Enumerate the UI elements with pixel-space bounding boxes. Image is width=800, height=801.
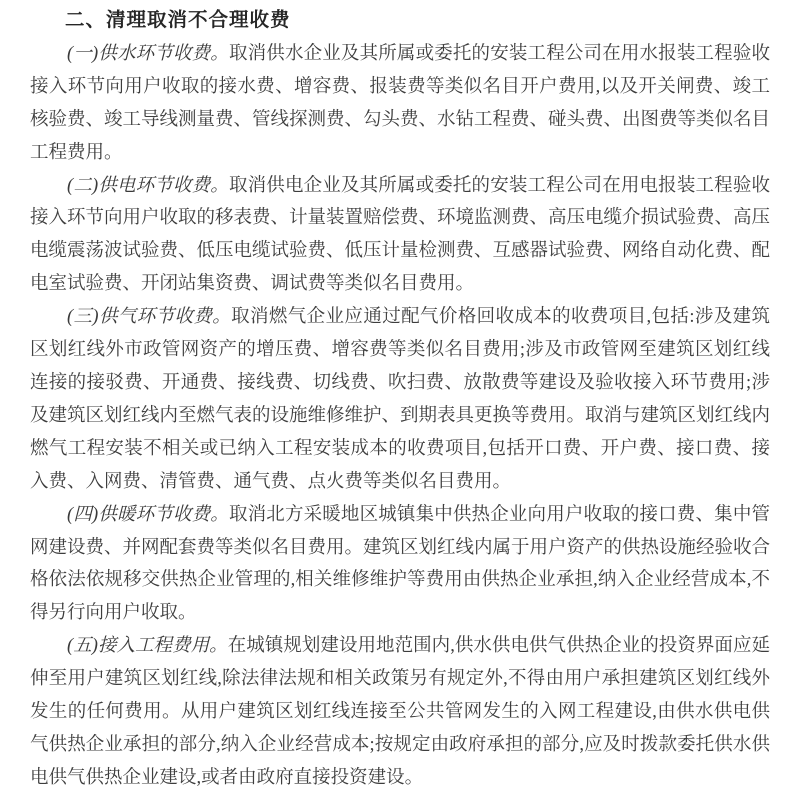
paragraph-body: 取消北方采暖地区城镇集中供热企业向用户收取的接口费、集中管网建设费、并网配套费等类似名目费用。建筑区划红线内属于用户资产的供热设施经验收合格依法依规移交供热企业管理的,相关维修维护等费用由供热企业承担,纳入企业经营成本,不得另行向用户收取。	[30, 504, 771, 624]
paragraph-heating-fees	[30, 499, 770, 631]
paragraph-head: (二)供电环节收费。	[67, 175, 229, 196]
paragraph-head: (一)供水环节收费。	[67, 43, 229, 64]
paragraph-body: 在城镇规划建设用地范围内,供水供电供气供热企业的投资界面应延伸至用户建筑区划红线,除法律法规和相关政策另有规定外,不得由用户承担建筑区划红线外发生的任何费用。从用户建筑区划红线连接至公共管网发生的入网工程建设,由供水供电供气供热企业承担的部分,纳入企业经营成本;按规定由政府承担的部分,应及时拨款委托供水供电供气供热企业建设,或者由政府直接投资建设。	[30, 636, 770, 788]
paragraph-gas-fees	[30, 301, 770, 498]
paragraph-body: 取消供水企业及其所属或委托的安装工程公司在用水报装工程验收接入环节向用户收取的接水费、增容费、报装费等类似名目开户费用,以及开关闸费、竣工核验费、竣工导线测量费、管线探测费、勾头费、水钻工程费、碰头费、出图费等类似名目工程费用。	[30, 43, 771, 163]
paragraph-head: (五)接入工程费用。	[67, 636, 228, 657]
paragraph-connection-project-fees	[30, 630, 770, 795]
paragraph-body: 取消燃气企业应通过配气价格回收成本的收费项目,包括:涉及建筑区划红线外市政管网资产的增压费、增容费等类似名目费用;涉及市政管网至建筑区划红线连接的接驳费、开通费、接线费、切线费、吹扫费、放散费等建设及验收接入环节费用;涉及建筑区划红线内至燃气表的设施维修维护、到期表具更换等费用。取消与建筑区划红线内燃气工程安装不相关或已纳入工程安装成本的收费项目,包括开口费、开户费、接口费、接入费、入网费、清管费、通气费、点火费等类似名目费用。	[30, 307, 771, 492]
paragraph-electricity-fees	[30, 170, 770, 302]
paragraph-water-fees	[30, 38, 770, 170]
page-title: 二、清理取消不合理收费	[65, 10, 291, 31]
paragraph-head: (三)供气环节收费。	[67, 307, 232, 328]
paragraph-head: (四)供暖环节收费。	[67, 504, 229, 525]
paragraph-body: 取消供电企业及其所属或委托的安装工程公司在用电报装工程验收接入环节向用户收取的移表费、计量装置赔偿费、环境监测费、高压电缆介损试验费、高压电缆震荡波试验费、低压电缆试验费、低压计量检测费、互感器试验费、网络自动化费、配电室试验费、开闭站集资费、调试费等类似名目费用。	[30, 175, 771, 295]
